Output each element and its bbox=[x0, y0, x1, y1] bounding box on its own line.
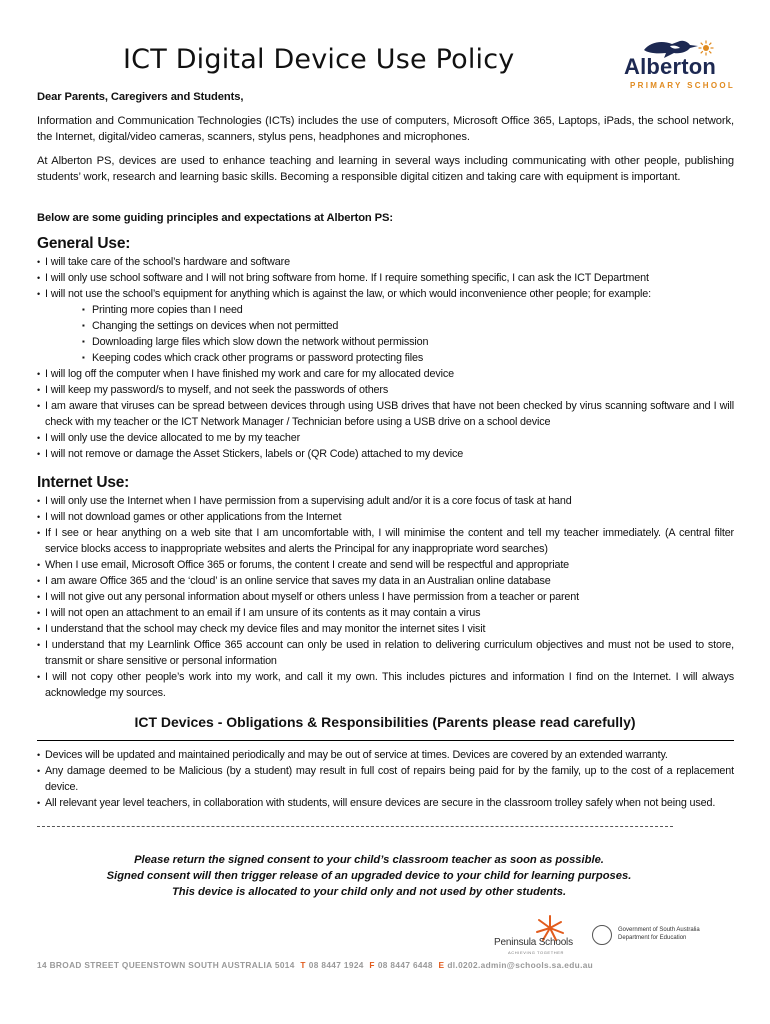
list-item: • I will not download games or other applications from the Internet bbox=[37, 509, 734, 525]
consent-notice bbox=[0, 852, 738, 900]
list-item: • I am aware that viruses can be spread between devices through using USB drives that have not been checked by virus scanning software and I will check with my teacher or the ICT Network Manager / Technician before using a USB drive on a school device bbox=[37, 398, 734, 430]
internet-use-list bbox=[37, 493, 734, 701]
phone-label: T bbox=[300, 960, 306, 970]
consent-line: This device is allocated to your child only and not used by other students. bbox=[171, 886, 567, 898]
logo-name: Alberton bbox=[624, 54, 717, 79]
footer-logos bbox=[494, 914, 724, 954]
footer-fax: 08 8447 6448 bbox=[377, 960, 433, 970]
ict-devices-list bbox=[37, 747, 734, 811]
list-item: • I will only use school software and I will not bring software from home. If I require something specific, I can ask the ICT Department bbox=[37, 270, 734, 286]
list-item: • I will not give out any personal information about myself or others unless I have permission from a teacher or parent bbox=[37, 589, 734, 605]
government-crest-icon bbox=[592, 925, 612, 945]
list-item: • I am aware Office 365 and the ‘cloud’ is an online service that saves my data in an Australian online database bbox=[37, 573, 734, 589]
government-name bbox=[618, 926, 700, 942]
list-item: • Devices will be updated and maintained periodically and may be out of service at times. Devices are covered by an extended warranty. bbox=[37, 747, 734, 763]
footer-contact bbox=[37, 960, 593, 970]
list-item: • I understand that my Learnlink Office 365 account can only be used in relation to delivering curriculum objectives and must not be used to store, transmit or share sensitive or personal information bbox=[37, 637, 734, 669]
government-line: Government of South Australia bbox=[618, 927, 700, 933]
list-item: • I will not remove or damage the Asset Stickers, labels or (QR Code) attached to my device bbox=[37, 446, 734, 462]
list-item: • I will take care of the school’s hardware and software bbox=[37, 254, 734, 270]
list-item: • I understand that the school may check my device files and may monitor the internet sites I visit bbox=[37, 621, 734, 637]
principles-heading: Below are some guiding principles and expectations at Alberton PS: bbox=[37, 212, 394, 224]
peninsula-schools-name: Peninsula Schools bbox=[494, 937, 573, 948]
general-use-list bbox=[37, 254, 734, 462]
example-sublist bbox=[45, 302, 734, 366]
sub-list-item: ▪ Keeping codes which crack other programs or password protecting files bbox=[82, 350, 734, 366]
section-divider bbox=[37, 740, 734, 741]
consent-line: Signed consent will then trigger release of an upgraded device to your child for learning purposes. bbox=[106, 870, 632, 882]
footer-address: 14 BROAD STREET QUEENSTOWN SOUTH AUSTRALIA 5014 bbox=[37, 960, 295, 970]
list-item bbox=[37, 286, 734, 366]
intro-paragraph-1: Information and Communication Technologies (ICTs) includes the use of computers, Microsoft Office 365, Laptops, iPads, the school network, the Internet, digital/video cameras, scanners, stylus pens, headphones and microphones. bbox=[37, 115, 734, 143]
list-item-text: I will not use the school’s equipment for anything which is against the law, or which would inconvenience other people; for example: bbox=[45, 288, 651, 300]
internet-use-heading: Internet Use: bbox=[37, 474, 130, 491]
cut-line-divider bbox=[37, 826, 673, 827]
footer-email: dl.0202.admin@schools.sa.edu.au bbox=[447, 960, 594, 970]
footer-phone: 08 8447 1924 bbox=[308, 960, 364, 970]
email-label: E bbox=[438, 960, 445, 970]
intro-paragraph-2: At Alberton PS, devices are used to enhance teaching and learning in several ways including communicating with other people, publishing students’ work, research and learning basic skills. Becoming a responsible digital citizen and taking care with equipment is important. bbox=[37, 155, 734, 183]
list-item: • When I use email, Microsoft Office 365 or forums, the content I create and send will be respectful and appropriate bbox=[37, 557, 734, 573]
department-line: Department for Education bbox=[618, 935, 687, 941]
list-item: • Any damage deemed to be Malicious (by a student) may result in full cost of repairs being paid for by the family, up to the cost of a replacement device. bbox=[37, 763, 734, 795]
list-item: • I will not open an attachment to an email if I am unsure of its contents as it may contain a virus bbox=[37, 605, 734, 621]
list-item: • I will log off the computer when I have finished my work and care for my allocated device bbox=[37, 366, 734, 382]
sub-list-item: ▪ Changing the settings on devices when not permitted bbox=[82, 318, 734, 334]
list-item: • I will only use the device allocated to me by my teacher bbox=[37, 430, 734, 446]
fax-label: F bbox=[369, 960, 375, 970]
sub-list-item: ▪ Downloading large files which slow down the network without permission bbox=[82, 334, 734, 350]
list-item: • If I see or hear anything on a web site that I am uncomfortable with, I will minimise the content and tell my teacher immediately. (A central filter service blocks access to inappropriate websites and alerts the Principal for any inappropriate word searches) bbox=[37, 525, 734, 557]
sub-list-item: ▪ Printing more copies than I need bbox=[82, 302, 734, 318]
list-item: • I will only use the Internet when I have permission from a supervising adult and/or it is a core focus of task at hand bbox=[37, 493, 734, 509]
list-item: • I will not copy other people’s work into my work, and call it my own. This includes pictures and information I find on the Internet. I will always acknowledge my sources. bbox=[37, 669, 734, 701]
general-use-heading: General Use: bbox=[37, 235, 131, 252]
salutation: Dear Parents, Caregivers and Students, bbox=[37, 91, 244, 103]
ict-devices-heading: ICT Devices - Obligations & Responsibilities (Parents please read carefully) bbox=[134, 714, 636, 730]
peninsula-tagline: ACHIEVING TOGETHER bbox=[508, 950, 564, 955]
list-item: • I will keep my password/s to myself, and not seek the passwords of others bbox=[37, 382, 734, 398]
logo-subtitle: PRIMARY SCHOOL bbox=[630, 81, 736, 90]
school-logo bbox=[622, 36, 747, 96]
consent-line: Please return the signed consent to your child’s classroom teacher as soon as possible. bbox=[134, 854, 604, 866]
list-item: • All relevant year level teachers, in collaboration with students, will ensure devices are secure in the classroom trolley safely when not being used. bbox=[37, 795, 734, 811]
page-title: ICT Digital Device Use Policy bbox=[123, 44, 515, 75]
